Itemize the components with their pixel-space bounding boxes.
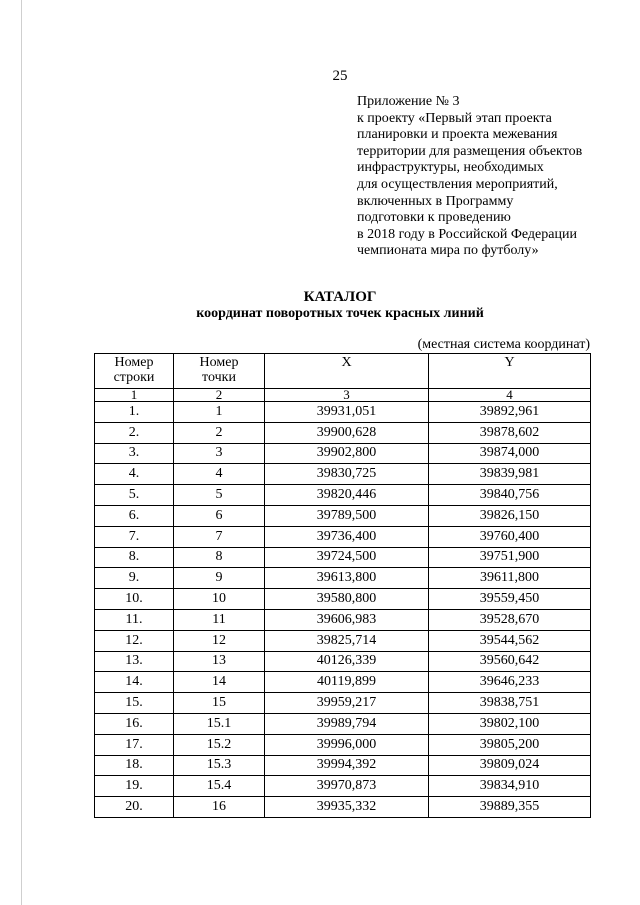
cell-y: 39805,200 xyxy=(429,734,591,755)
cell-point-number: 15.1 xyxy=(174,713,265,734)
cell-y: 39889,355 xyxy=(429,797,591,818)
appendix-line: Приложение № 3 xyxy=(357,94,460,109)
cell-x: 39606,983 xyxy=(265,609,429,630)
header-point-number xyxy=(174,354,265,389)
cell-x: 39902,800 xyxy=(265,443,429,464)
page-edge xyxy=(21,0,22,905)
cell-row-number: 10. xyxy=(95,589,174,610)
cell-y: 39834,910 xyxy=(429,776,591,797)
cell-row-number: 8. xyxy=(95,547,174,568)
cell-x: 39613,800 xyxy=(265,568,429,589)
cell-y: 39874,000 xyxy=(429,443,591,464)
cell-y: 39878,602 xyxy=(429,422,591,443)
cell-y: 39760,400 xyxy=(429,526,591,547)
column-number: 1 xyxy=(95,389,174,402)
appendix-line: территории для размещения объектов xyxy=(357,143,583,159)
table-row xyxy=(95,568,591,589)
catalog-title: КАТАЛОГ xyxy=(303,289,377,305)
table-row xyxy=(95,734,591,755)
cell-x: 39996,000 xyxy=(265,734,429,755)
table-row xyxy=(95,609,591,630)
cell-y: 39646,233 xyxy=(429,672,591,693)
cell-x: 39820,446 xyxy=(265,485,429,506)
cell-point-number: 1 xyxy=(174,402,265,423)
cell-row-number: 11. xyxy=(95,609,174,630)
appendix-line: подготовки к проведению xyxy=(357,210,511,226)
column-number: 2 xyxy=(174,389,265,402)
cell-point-number: 7 xyxy=(174,526,265,547)
cell-row-number: 7. xyxy=(95,526,174,547)
table-row xyxy=(95,402,591,423)
cell-x: 39830,725 xyxy=(265,464,429,485)
cell-x: 39994,392 xyxy=(265,755,429,776)
header-text: точки xyxy=(202,370,236,385)
cell-y: 39826,150 xyxy=(429,505,591,526)
cell-y: 39840,756 xyxy=(429,485,591,506)
table-row xyxy=(95,443,591,464)
table-row xyxy=(95,526,591,547)
cell-x: 40126,339 xyxy=(265,651,429,672)
cell-row-number: 15. xyxy=(95,693,174,714)
cell-row-number: 1. xyxy=(95,402,174,423)
header-text: Номер xyxy=(114,355,154,370)
cell-point-number: 2 xyxy=(174,422,265,443)
cell-x: 40119,899 xyxy=(265,672,429,693)
cell-row-number: 3. xyxy=(95,443,174,464)
cell-x: 39724,500 xyxy=(265,547,429,568)
cell-point-number: 14 xyxy=(174,672,265,693)
cell-point-number: 8 xyxy=(174,547,265,568)
cell-row-number: 12. xyxy=(95,630,174,651)
appendix-line: инфраструктуры, необходимых xyxy=(357,160,544,176)
cell-point-number: 15.4 xyxy=(174,776,265,797)
table-row xyxy=(95,422,591,443)
table-row xyxy=(95,651,591,672)
table-row xyxy=(95,464,591,485)
cell-x: 39931,051 xyxy=(265,402,429,423)
table-row xyxy=(95,485,591,506)
table-row xyxy=(95,776,591,797)
cell-y: 39839,981 xyxy=(429,464,591,485)
catalog-subtitle: координат поворотных точек красных линий xyxy=(196,306,484,321)
cell-x: 39970,873 xyxy=(265,776,429,797)
cell-x: 39959,217 xyxy=(265,693,429,714)
cell-row-number: 4. xyxy=(95,464,174,485)
cell-x: 39789,500 xyxy=(265,505,429,526)
coordinate-system-note: (местная система координат) xyxy=(417,337,590,352)
cell-row-number: 18. xyxy=(95,755,174,776)
table-header-row xyxy=(95,354,591,389)
cell-row-number: 20. xyxy=(95,797,174,818)
table-row xyxy=(95,693,591,714)
cell-row-number: 19. xyxy=(95,776,174,797)
cell-point-number: 10 xyxy=(174,589,265,610)
appendix-line: для осуществления мероприятий, xyxy=(357,176,558,192)
cell-row-number: 2. xyxy=(95,422,174,443)
column-number-row xyxy=(95,389,591,402)
table-row xyxy=(95,755,591,776)
appendix-line: к проекту «Первый этап проекта xyxy=(357,110,552,126)
header-x: X xyxy=(265,354,429,389)
cell-row-number: 6. xyxy=(95,505,174,526)
table-row xyxy=(95,672,591,693)
cell-y: 39838,751 xyxy=(429,693,591,714)
cell-point-number: 9 xyxy=(174,568,265,589)
page-number: 25 xyxy=(332,68,348,84)
cell-y: 39560,642 xyxy=(429,651,591,672)
cell-point-number: 15.2 xyxy=(174,734,265,755)
coordinates-table xyxy=(94,353,591,818)
cell-point-number: 15 xyxy=(174,693,265,714)
cell-row-number: 16. xyxy=(95,713,174,734)
cell-y: 39611,800 xyxy=(429,568,591,589)
cell-x: 39935,332 xyxy=(265,797,429,818)
cell-row-number: 14. xyxy=(95,672,174,693)
cell-x: 39825,714 xyxy=(265,630,429,651)
cell-point-number: 15.3 xyxy=(174,755,265,776)
cell-point-number: 11 xyxy=(174,609,265,630)
cell-row-number: 9. xyxy=(95,568,174,589)
cell-y: 39802,100 xyxy=(429,713,591,734)
table-row xyxy=(95,797,591,818)
cell-x: 39900,628 xyxy=(265,422,429,443)
cell-row-number: 13. xyxy=(95,651,174,672)
cell-point-number: 3 xyxy=(174,443,265,464)
column-number: 4 xyxy=(429,389,591,402)
cell-point-number: 5 xyxy=(174,485,265,506)
appendix-line: планировки и проекта межевания xyxy=(357,127,558,143)
appendix-line: чемпионата мира по футболу» xyxy=(357,243,539,259)
column-number: 3 xyxy=(265,389,429,402)
appendix-line: включенных в Программу xyxy=(357,193,514,209)
table-row xyxy=(95,713,591,734)
header-row-number xyxy=(95,354,174,389)
cell-point-number: 16 xyxy=(174,797,265,818)
table-row xyxy=(95,589,591,610)
cell-y: 39544,562 xyxy=(429,630,591,651)
appendix-line: в 2018 году в Российской Федерации xyxy=(357,226,577,242)
cell-row-number: 17. xyxy=(95,734,174,755)
cell-row-number: 5. xyxy=(95,485,174,506)
cell-point-number: 6 xyxy=(174,505,265,526)
cell-x: 39580,800 xyxy=(265,589,429,610)
header-text: Номер xyxy=(199,355,239,370)
cell-y: 39559,450 xyxy=(429,589,591,610)
cell-x: 39989,794 xyxy=(265,713,429,734)
cell-point-number: 13 xyxy=(174,651,265,672)
cell-point-number: 12 xyxy=(174,630,265,651)
table-row xyxy=(95,630,591,651)
cell-y: 39809,024 xyxy=(429,755,591,776)
header-y: Y xyxy=(429,354,591,389)
cell-y: 39528,670 xyxy=(429,609,591,630)
header-text: строки xyxy=(113,370,155,385)
cell-y: 39892,961 xyxy=(429,402,591,423)
cell-x: 39736,400 xyxy=(265,526,429,547)
cell-y: 39751,900 xyxy=(429,547,591,568)
table-row xyxy=(95,505,591,526)
table-row xyxy=(95,547,591,568)
appendix-note xyxy=(357,94,627,260)
cell-point-number: 4 xyxy=(174,464,265,485)
